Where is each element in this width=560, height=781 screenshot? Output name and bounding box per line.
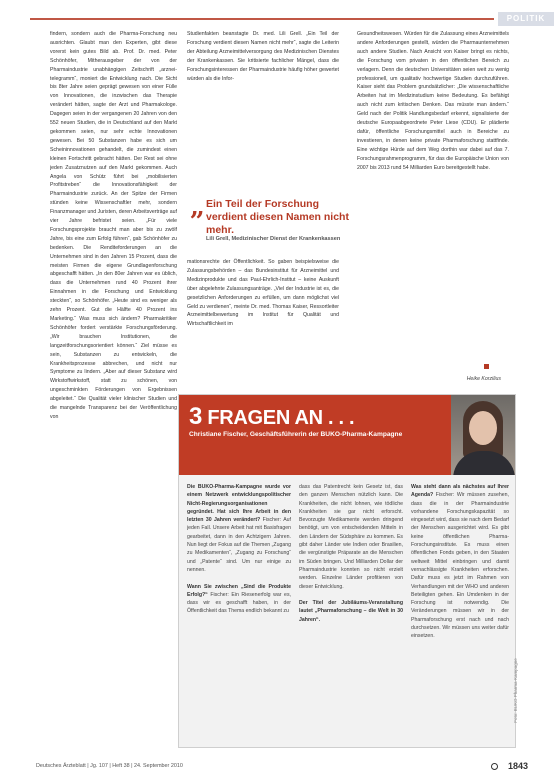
interview-answer-3: Fischer: Wir müssen zusehen, dass die in der Pharmaindustrie vorhandene Forschungskapazität so eingesetzt wird, dass sie nach dem Bedarf der Menschen ausgerichtet wird. Es gibt keine öffentlichen Pharma-Forschungsinstitute. Es muss einen öffentlichen Fonds geben, in den Staaten weltweit Mittel einbringen und damit vernachlässigte Krankheiten erforschen. Dafür muss es jetzt im Rahmen von Verhandlungen mit der WHO und anderen Beteiligten gehen. Ein Umdenken in der Forschung ist notwendig. Die Veränderungen müssen wir in der Pharmaforschung erst nach und nach durchsetzen. Wir müssen uns weiter dafür einsetzen. bbox=[411, 492, 509, 640]
section-rule bbox=[30, 18, 494, 20]
column-1-text: findern, sondern auch die Pharma-Forschung neu ausrichten. Glaubt man den Experten, gibt diese vorerst kein gutes Bild ab. Prof. Dr. med. Peter Schönhöfer, Mitherausgeber der von der Pharmaindustrie unabhängigen Zeitschrift „arznei-telegramm“, moniert die Entwicklung nach. Die Sicht bis 8ter Jahre seien geprägt gewesen von einer Fülle von Innovationen, die inzwischen das Therapie verändert hätten, sagte der Arzt und Pharmakologe. Dagegen seien in der vergangenen 20 Jahren von den 552 neuen Studien, die in Deutschland auf den Markt gekommen seien, nur sehr echte Innovationen gewesen. Bei 50 Substanzen habe es sich um Scheininnovationen gehandelt, die zumindest einen kleinen Fortschritt gebracht hätten. Der Rest sei ohne jeden Zusatznutzen auf den Markt gekommen. Auch Angela von Schütz führt bei „mobilisierten Profitstreben“ die Innovationsfähigkeit der Pharmaindustrie zurück. An der Spitze der Firmen stünden keine Wissenschaftler mehr, sondern Finanzmanager und Juristen, deren Arbeitsverträge auf vier Jahre befristet seien. „Für viele Forschungsprojekte braucht man aber bis zu zwölf Jahre, bis eine zum Erfolg führen“, gab Schönhöfer zu bedenken. Die Renditeforderungen an die Unternehmen sind in den Jahren 15 Prozent, dass die meisten Firmen die eigene Grundlagenforschung abgeschafft hätten. „In den 80er Jahren war es üblich, dass die Unternehmen rund 40 Prozent ihrer Einnahmen in die Forschung und Entwicklung steckten“, so Schönhöfer. „Heute sind es weniger als zehn Prozent. Gut die Hälfte 40 Prozent ins Marketing.“ Was muss sich ändern? Pharmakritiker Schönhöfer fordert verstärkte Forschungsförderung. „Wir brauchen Institutionen, die langzeitforschungsorientiert können.“ Ziel müsse es sein, Substanzen zu entwickeln, die Krankheitsprozesse abbrechen, und nicht nur Symptome zu lindern. „Aber auf dieser Substanz wird Wirkstoffwirkstoff, statt zu schönen, von ungeschminkten Förderungen von Ergebnissen abgeleitet.“ Die Qualität vieler klinischer Studien und die mangelnde Transparenz bei der Veröffentlichung von bbox=[50, 31, 177, 420]
quote-mark-icon: „ bbox=[190, 192, 205, 222]
end-mark-icon bbox=[484, 364, 489, 369]
interview-box-header bbox=[179, 395, 515, 475]
interview-box-title: 3 FRAGEN AN . . . bbox=[189, 403, 355, 430]
pull-quote bbox=[190, 192, 358, 256]
interview-question-3: Der Titel der Jubiläums-Veranstaltung lautet „Pharmaforschung – die Welt in 30 Jahren“. bbox=[299, 600, 403, 623]
section-tag: POLITIK bbox=[498, 12, 554, 26]
interview-question-2: Wann Sie zwischen „Sind die Produkte Erfolg?“ bbox=[187, 583, 291, 598]
copyright-icon bbox=[491, 763, 498, 770]
article-column-1 bbox=[50, 30, 177, 757]
interview-column-1 bbox=[187, 483, 291, 738]
interview-question-3b: Was steht dann als nächstes auf Ihrer Agenda? bbox=[411, 484, 509, 499]
column-3-text: Gesundheitswesen. Würden für die Zulassung eines Arzneimittels andere Anforderungen gestellt, würden die Pharmaunternehmen auch andere Studien. Nach Ansicht von Kaiser bringt es nichts, die Forschung vom privaten in den öffentlichen Bereich zu verlagern. Denn die deutschen Universitäten seien weit zu wenig professionell, um qualitativ hochwertige Studien durchzuführen. Kaiser sieht das Problem grundsätzlicher: „Die wissenschaftliche Arbeiten hat im Medizinstudium keine Bedeutung. Es befähigt auch nicht zum kritischen Denken. Das müsste man ändern.“ Geld nach der Politik Handlungsbedarf erkennt, signalisierte der deutsche Europaabgeordnete Peter Liese (CDU). Er plädierte dafür, öffentliche Forschungsmittel auch in Bereiche zu investieren, in denen keine private Pharmaforschung stattfinde. Eine wichtige Hürde auf dem Weg dorthin war dabei auf das 7. Forschungsrahmenprogramm, für das die Europäische Union von 2007 bis 2013 rund 54 Milliarden Euro bereitgestellt habe. bbox=[357, 31, 509, 171]
interview-box-subtitle: Christiane Fischer, Geschäftsführerin der BUKO-Pharma-Kampagne bbox=[189, 431, 403, 438]
interview-answer-2-cont: dass das Patentrecht kein Gesetz ist, das den ganzen Menschen nützlich kann. Die Krankheiten, die nicht lohnen, wie tödliche Krankheiten sie gar nicht erforscht. Bevorzugte Medikamente werden dringend benötigt, um von entscheidenden Mitteln in den Ländern der Südsphäre zu kommen. Es gibt daher Länder wie Indien oder Brasilien, die vergünstigte Präparate an die Menschen im Süden bringen. Und Milliarden Dollar der Pharmaindustrie konnten so nicht erzielt werden. Einzelne Länder profitieren von dieser Entwicklung. bbox=[299, 484, 403, 590]
page-footer bbox=[0, 763, 560, 775]
article-column-3 bbox=[357, 30, 509, 370]
journal-source: Deutsches Ärzteblatt | Jg. 107 | Heft 38 | 24. September 2010 bbox=[36, 763, 183, 769]
article-column-2-top bbox=[187, 30, 339, 196]
page-number: 1843 bbox=[507, 761, 528, 771]
column-2-text: Studienfakten beanstagte Dr. med. Lili Grell. „Ein Teil der Forschung verdient diesen Namen nicht mehr“, sagte die Leiterin der Abteilung Arzneimittelversorgung des Medizinischen Dienstes der Krankenkassen. Sie kritisierte fachlicher Mängel, dass die Forschungsinteressen der Pharmaindustrie häufig höher gewertet würden als die Infor- bbox=[187, 31, 339, 82]
portrait-photo bbox=[451, 395, 515, 475]
article-column-2-bottom bbox=[187, 258, 339, 386]
interview-answer-2: Fischer: Ein Riesenerfolg war es, dass wir es geschafft haben, in der Öffentlichkeit das Thema endlich bekannt zu bbox=[187, 591, 291, 615]
author-byline bbox=[357, 376, 509, 386]
pull-quote-attribution: Lili Grell, Medizinischer Dienst der Krankenkassen bbox=[206, 236, 341, 242]
section-header bbox=[0, 12, 560, 26]
author-name: Heike Korzilius bbox=[466, 376, 501, 382]
pull-quote-text: Ein Teil der Forschung verdient diesen Namen nicht mehr. bbox=[206, 198, 349, 236]
photo-credit: Foto: BUKO Pharma-Kampagne bbox=[512, 658, 518, 723]
column-2b-text: mationsrechte der Öffentlichkeit. So gaben beispielsweise die Zulassungsbehörden – das Bundesinstitut für Arzneimittel und Medizinprodukte und das Paul-Ehrlich-Institut – keine Auskunft über abgelehnte Zulassungsanträge. „Viel der Industrie ist es, die gesetzlichen Anforderungen zu erfüllen, um dann möglichst viel Geld zu verdienen“, meinte Dr. med. Thomas Kaiser, Ressortleiter Arzneimittelbewertung im Institut für Qualität und Wirtschaftlichkeit im bbox=[187, 259, 339, 328]
interview-question-1: Die BUKO-Pharma-Kampagne wurde vor einem Netzwerk entwicklungspolitischer Nicht-Regierungsorganisationen gegründet. Hat sich Ihre Arbeit in den letzten 30 Jahren verändert? bbox=[187, 484, 291, 524]
interview-column-3 bbox=[411, 483, 509, 738]
interview-answer-1: Fischer: Auf jeden Fall. Unsere Arbeit hat mit Basisfragen gearbeitet, dann in den Achtzigern Jahren. Nun liegt der Fokus auf die Themen „Zugang zu Medikamenten“, „Zugang zu Forschung“ und „Patente“ sind. Um nur einige zu nennen. bbox=[187, 517, 291, 573]
interview-column-2 bbox=[299, 483, 403, 738]
interview-box bbox=[178, 394, 516, 748]
